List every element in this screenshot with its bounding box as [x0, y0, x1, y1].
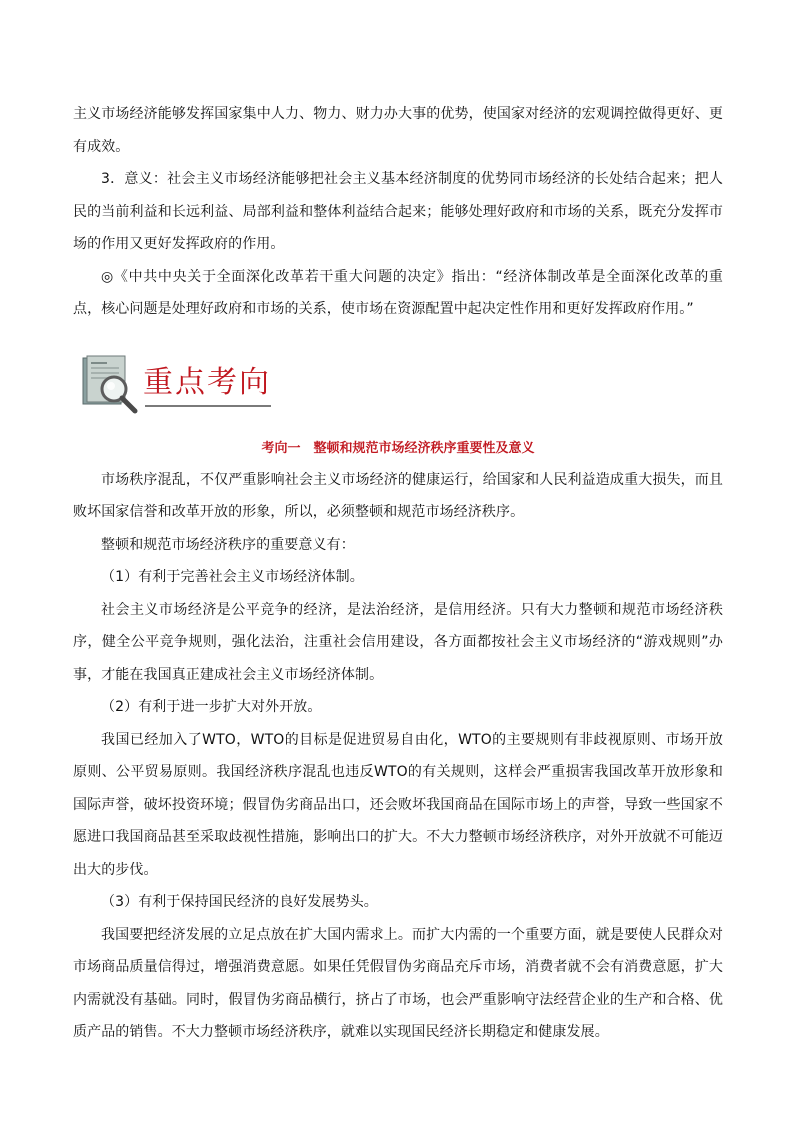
paragraph-significance: 3．意义：社会主义市场经济能够把社会主义基本经济制度的优势同市场经济的长处结合起来；把人民的当前利益和长远利益、局部利益和整体利益结合起来；能够处理好政府和市场的关系，既充分发挥市场的作用又更好发挥政府的作用。	[73, 171, 723, 252]
magnifier-document-icon	[81, 354, 141, 414]
paragraph-significance-intro: 整顿和规范市场经济秩序的重要意义有：	[101, 536, 355, 553]
paragraph-decision-quote: ◎《中共中央关于全面深化改革若干重大问题的决定》指出：“经济体制改革是全面深化改革的重点，核心问题是处理好政府和市场的关系，使市场在资源配置中起决定性作用和更好发挥政府作用。”	[73, 268, 723, 317]
paragraph-point-1: （1）有利于完善社会主义市场经济体制。	[101, 569, 364, 585]
banner-underline	[145, 405, 271, 407]
document-page	[73, 98, 723, 1049]
paragraph-economic-advantage: 主义市场经济能够发挥国家集中人力、物力、财力办大事的优势，使国家对经济的宏观调控做得更好、更有成效。	[73, 106, 723, 155]
paragraph-point-2: （2）有利于进一步扩大对外开放。	[101, 699, 322, 715]
section-heading: 考向一 整顿和规范市场经济秩序重要性及意义	[261, 440, 535, 456]
paragraph-point-3-detail: 我国要把经济发展的立足点放在扩大国内需求上。而扩大内需的一个重要方面，就是要使人民群众对市场商品质量信得过，增强消费意愿。如果任凭假冒伪劣商品充斥市场，消费者就不会有消费意愿，扩大内需就没有基础。同时，假冒伪劣商品横行，挤占了市场，也会严重影响守法经营企业的生产和合格、优质产品的销售。不大力整顿市场经济秩序，就难以实现国民经济长期稳定和健康发展。	[73, 926, 723, 1040]
key-points-banner	[73, 344, 723, 422]
paragraph-market-disorder: 市场秩序混乱，不仅严重影响社会主义市场经济的健康运行，给国家和人民利益造成重大损失，而且败坏国家信誉和改革开放的形象，所以，必须整顿和规范市场经济秩序。	[73, 471, 723, 520]
paragraph-point-3: （3）有利于保持国民经济的良好发展势头。	[101, 894, 378, 910]
paragraph-point-2-detail: 我国已经加入了WTO，WTO的目标是促进贸易自由化，WTO的主要规则有非歧视原则、市场开放原则、公平贸易原则。我国经济秩序混乱也违反WTO的有关规则，这样会严重损害我国改革开放形象和国际声誉，破坏投资环境；假冒伪劣商品出口，还会败坏我国商品在国际市场上的声誉，导致一些国家不愿进口我国商品甚至采取歧视性措施，影响出口的扩大。不大力整顿市场经济秩序，对外开放就不可能迈出大的步伐。	[73, 731, 723, 878]
banner-title: 重点考向	[143, 364, 271, 400]
paragraph-point-1-detail: 社会主义市场经济是公平竞争的经济，是法治经济，是信用经济。只有大力整顿和规范市场经济秩序，健全公平竞争规则，强化法治，注重社会信用建设，各方面都按社会主义市场经济的“游戏规则”办事，才能在我国真正建成社会主义市场经济体制。	[73, 601, 723, 683]
